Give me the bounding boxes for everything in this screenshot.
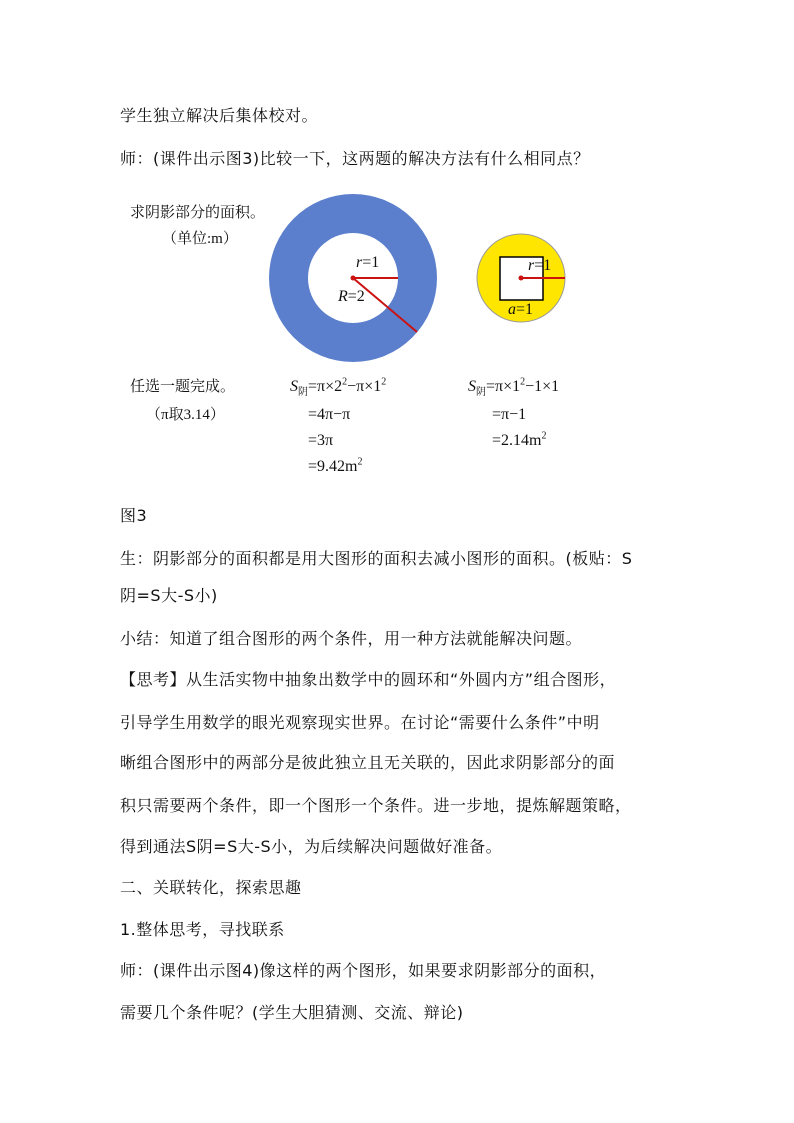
pi-note: （π取3.14）: [146, 407, 225, 423]
paragraph-5b: 需要几个条件呢？(学生大胆猜测、交流、辩论): [120, 1003, 464, 1022]
paragraph-4: 小结：知道了组合图形的两个条件，用一种方法就能解决问题。: [120, 629, 583, 648]
ring-diagram: [120, 190, 590, 380]
ring-step-1: =4π−π: [308, 406, 351, 423]
square-formula: $S_阴=\pi\times 1^2-1\times 1$: [468, 376, 560, 399]
think-line-1: 【思考】从生活实物中抽象出数学中的圆环和“外圆内方”组合图形，: [120, 670, 617, 689]
figure-prompt: 求阴影部分的面积。: [130, 205, 266, 221]
square-step-1: =π−1: [492, 406, 527, 423]
square-step-2: $=2.14m^2$: [492, 430, 547, 449]
ring-step-3: $=9.42m^2$: [308, 456, 363, 475]
think-line-2: 引导学生用数学的眼光观察现实世界。在讨论“需要什么条件”中明: [120, 713, 600, 732]
ring-R-label: R=2: [338, 288, 365, 305]
paragraph-3a: 生：阴影部分的面积都是用大图形的面积去减小图形的面积。(板贴：S: [120, 549, 633, 568]
section-heading: 二、关联转化，探索思趣: [120, 878, 302, 897]
paragraph-2: 师：(课件出示图3)比较一下，这两题的解决方法有什么相同点？: [120, 149, 590, 168]
subsection-heading: 1.整体思考，寻找联系: [120, 920, 285, 939]
ring-r-label: r=1: [356, 254, 380, 271]
think-line-4: 积只需要两个条件，即一个图形一个条件。进一步地，提炼解题策略，: [120, 796, 632, 815]
figure-caption: 图3: [120, 506, 148, 525]
paragraph-1: 学生独立解决后集体校对。: [120, 106, 319, 125]
paragraph-5a: 师：(课件出示图4)像这样的两个图形，如果要求阴影部分的面积，: [120, 961, 607, 980]
figure-3: [120, 190, 590, 490]
ring-step-2: =3π: [308, 432, 334, 449]
think-line-3: 晰组合图形中的两部分是彼此独立且无关联的，因此求阴影部分的面: [120, 753, 616, 772]
think-line-5: 得到通法S阴=S大-S小，为后续解决问题做好准备。: [120, 837, 503, 856]
square-r-label: r=1: [528, 257, 552, 274]
paragraph-3b: 阴=S大-S小): [120, 586, 218, 605]
choose-text: 任选一题完成。: [130, 379, 236, 395]
square-a-label: a=1: [508, 301, 534, 318]
ring-formula: $S_阴=\pi\times 2^2-\pi\times 1^2$: [290, 376, 387, 399]
figure-unit: （单位:m）: [162, 231, 238, 247]
